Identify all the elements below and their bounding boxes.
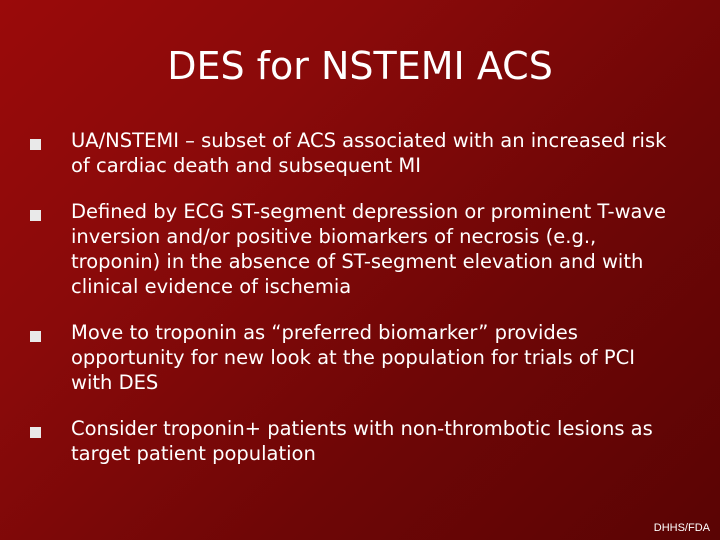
bullet-text: Consider troponin+ patients with non-thrombotic lesions as target patient population bbox=[71, 417, 653, 465]
bullet-item bbox=[30, 199, 680, 299]
square-bullet-icon bbox=[30, 139, 41, 150]
square-bullet-icon bbox=[30, 427, 41, 438]
bullet-text: UA/NSTEMI – subset of ACS associated with an increased risk of cardiac death and subsequent MI bbox=[71, 129, 667, 177]
bullet-item bbox=[30, 320, 680, 395]
square-bullet-icon bbox=[30, 210, 41, 221]
square-bullet-icon bbox=[30, 331, 41, 342]
bullet-text: Defined by ECG ST-segment depression or prominent T-wave inversion and/or positive biomarkers of necrosis (e.g., troponin) in the absence of ST-segment elevation and with clinical evidence of ischemia bbox=[71, 200, 667, 298]
bullet-item bbox=[30, 416, 680, 466]
footer-credit: DHHS/FDA bbox=[653, 522, 710, 534]
bullet-text: Move to troponin as “preferred biomarker” provides opportunity for new look at the population for trials of PCI with DES bbox=[71, 321, 635, 394]
slide-title: DES for NSTEMI ACS bbox=[167, 44, 553, 88]
bullet-item bbox=[30, 128, 680, 178]
bullet-list bbox=[30, 128, 680, 487]
